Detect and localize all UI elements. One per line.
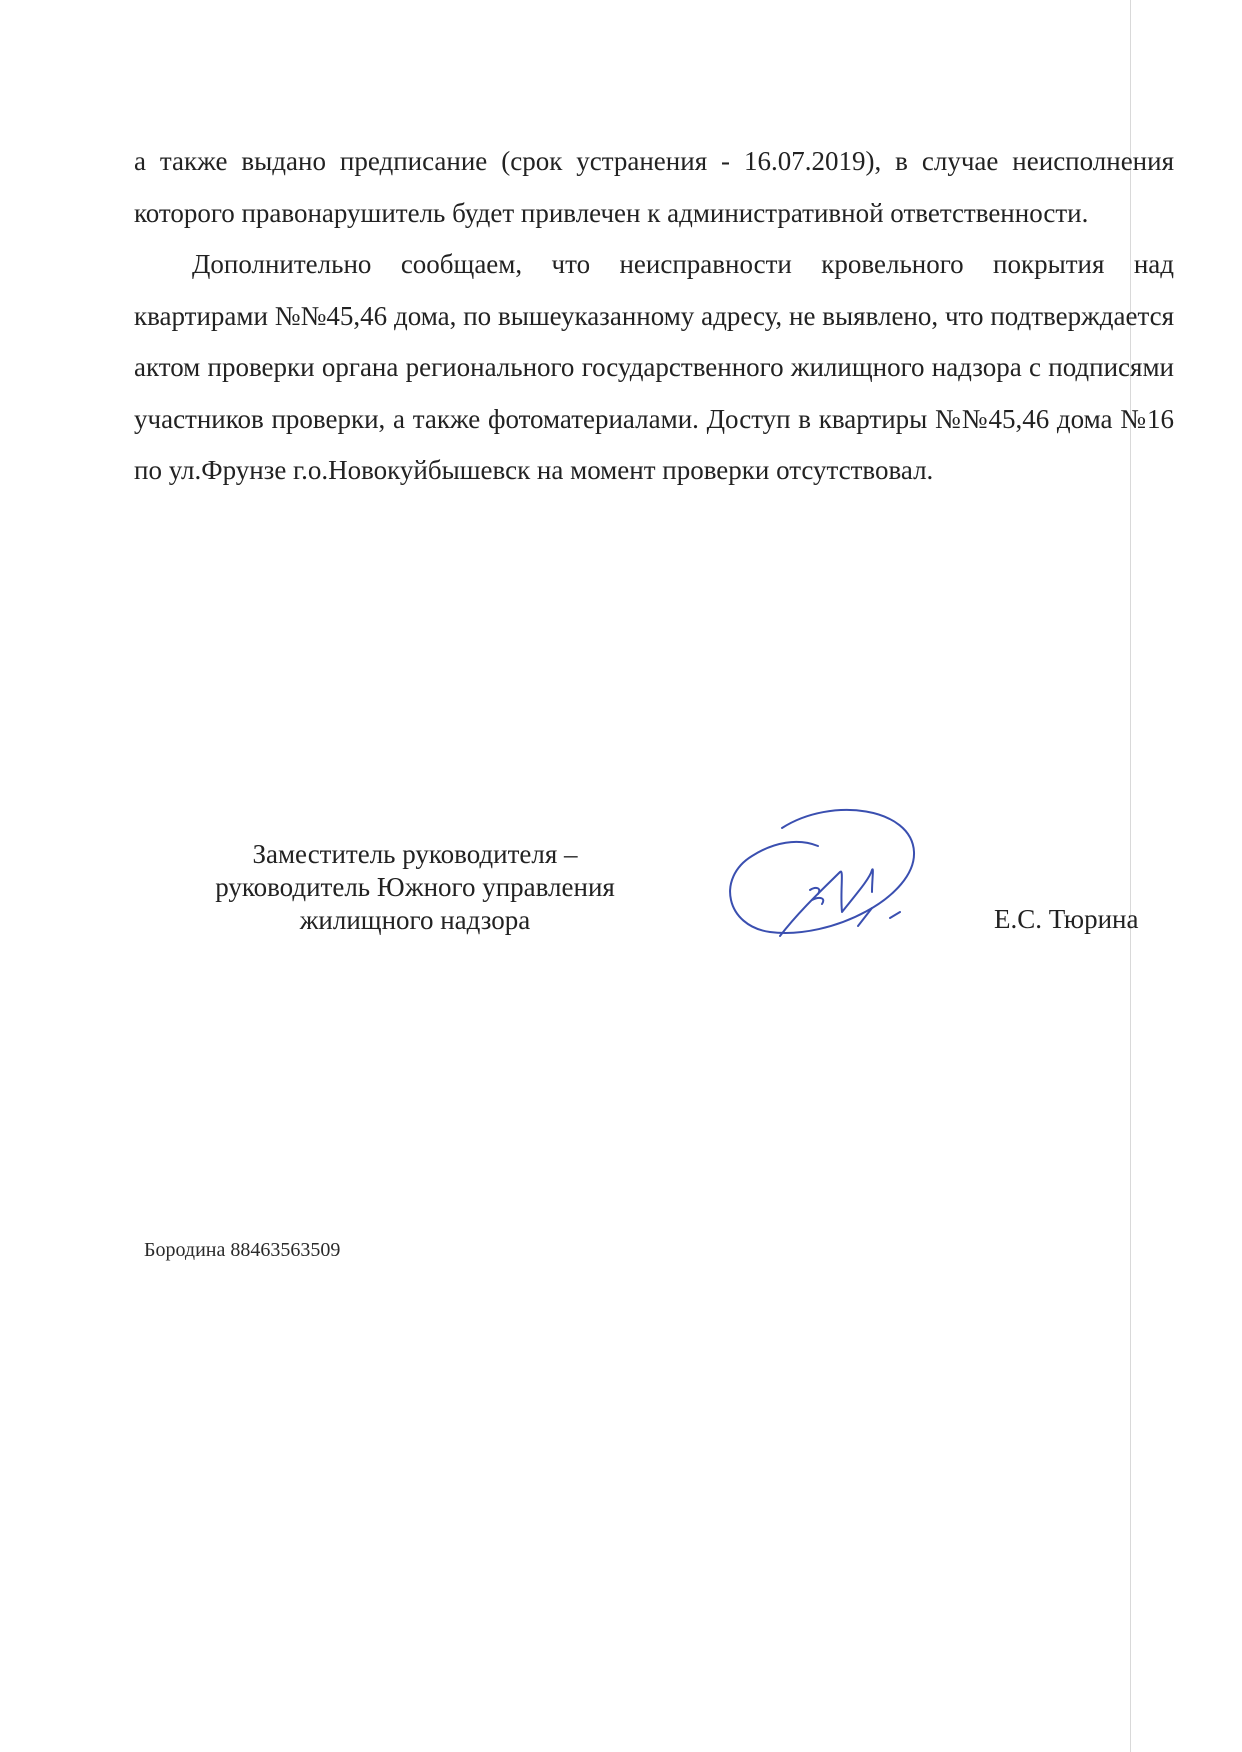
signatory-title <box>170 838 660 937</box>
paragraph-continuation: а также выдано предписание (срок устранения - 16.07.2019), в случае неисполнения которого правонарушитель будет привлечен к административной ответственности. <box>134 146 1174 228</box>
paragraph-additional-info: Дополнительно сообщаем, что неисправности кровельного покрытия над квартирами №№45,46 дома, по вышеуказанному адресу, не выявлено, что подтверждается актом проверки органа регионального государственного жилищного надзора с подписями участников проверки, а также фотоматериалами. Доступ в квартиры №№45,46 дома №16 по ул.Фрунзе г.о.Новокуйбышевск на момент проверки отсутствовал. <box>134 249 1174 485</box>
signatory-title-line-3: жилищного надзора <box>299 905 531 935</box>
letter-body <box>134 136 1174 497</box>
handwritten-signature <box>722 800 942 950</box>
signatory-title-line-2: руководитель Южного управления <box>215 872 615 902</box>
signature-stroke-tail <box>858 908 900 926</box>
signatory-title-line-1: Заместитель руководителя – <box>252 839 578 869</box>
executor-contact: Бородина 88463563509 <box>144 1239 341 1261</box>
signer-name: Е.С. Тюрина <box>994 904 1139 934</box>
signature-loop <box>730 810 914 933</box>
